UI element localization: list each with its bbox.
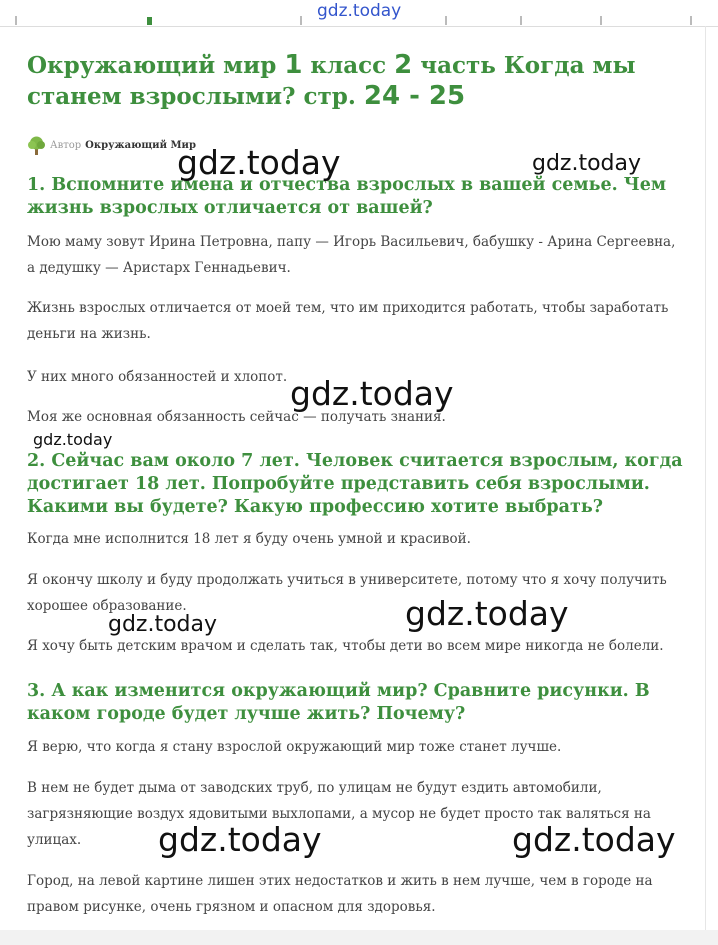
watermark: gdz.today (33, 430, 113, 449)
author-label: Автор (50, 139, 82, 151)
watermark: gdz.today (177, 143, 341, 182)
watermark: gdz.today (108, 612, 218, 637)
article-header (27, 50, 697, 112)
watermark: gdz.today (158, 820, 322, 859)
tree-icon (27, 135, 46, 155)
bar-marker (147, 17, 152, 25)
author-line (27, 135, 196, 155)
bar-tick (300, 16, 302, 25)
answer-1-3: У них много обязанностей и хлопот. (27, 369, 288, 385)
right-divider (705, 26, 706, 931)
bar-tick (445, 16, 447, 25)
watermark: gdz.today (512, 820, 676, 859)
top-watermark: gdz.today (317, 1, 402, 21)
answer-1-2: Жизнь взрослых отличается от моей тем, что им приходится работать, чтобы заработать деньги на жизнь. (27, 300, 669, 342)
watermark: gdz.today (405, 594, 569, 633)
page-title: Окружающий мир 1 класс 2 часть Когда мы станем взрослыми? стр. 24 - 25 (27, 50, 636, 111)
question-2-title: 2. Сейчас вам около 7 лет. Человек считается взрослым, когда достигает 18 лет. Попробуйте представить себя взрослыми. Какими вы будете? Какую профессию хотите выбрать? (27, 451, 683, 517)
watermark: gdz.today (532, 151, 642, 176)
bar-tick (600, 16, 602, 25)
watermark: gdz.today (290, 374, 454, 413)
top-bar (0, 0, 718, 27)
question-3-title: 3. А как изменится окружающий мир? Сравните рисунки. В каком городе будет лучше жить? Почему? (27, 681, 650, 724)
answer-3-1: Я верю, что когда я стану взрослой окружающий мир тоже станет лучше. (27, 739, 562, 755)
question-1-title: 1. Вспомните имена и отчества взрослых в вашей семье. Чем жизнь взрослых отличается от вашей? (27, 175, 667, 218)
answer-1-1: Мою маму зовут Ирина Петровна, папу — Игорь Васильевич, бабушку - Арина Сергеевна, а дедушку — Аристарх Геннадьевич. (27, 234, 676, 276)
answer-2-3: Я хочу быть детским врачом и сделать так, чтобы дети во всем мире никогда не болели. (27, 638, 664, 654)
answer-3-3: Город, на левой картине лишен этих недостатков и жить в нем лучше, чем в городе на правом рисунке, очень грязном и опасном для здоровья. (27, 873, 653, 915)
bar-tick (520, 16, 522, 25)
bar-tick (15, 16, 17, 25)
answer-2-2: Я окончу школу и буду продолжать учиться в университете, потому что я хочу получить хорошее образование. (27, 572, 667, 614)
answer-1-4: Моя же основная обязанность сейчас — получать знания. (27, 409, 446, 425)
answer-2-1: Когда мне исполнится 18 лет я буду очень умной и красивой. (27, 531, 471, 547)
author-name[interactable]: Окружающий Мир (85, 139, 196, 151)
answer-3-2: В нем не будет дыма от заводских труб, по улицам не будут ездить автомобили, загрязняющие воздух ядовитыми выхлопами, а мусор не будет просто так валяться на улицах. (27, 780, 651, 848)
bottom-bar (0, 930, 718, 945)
bar-tick (690, 16, 692, 25)
